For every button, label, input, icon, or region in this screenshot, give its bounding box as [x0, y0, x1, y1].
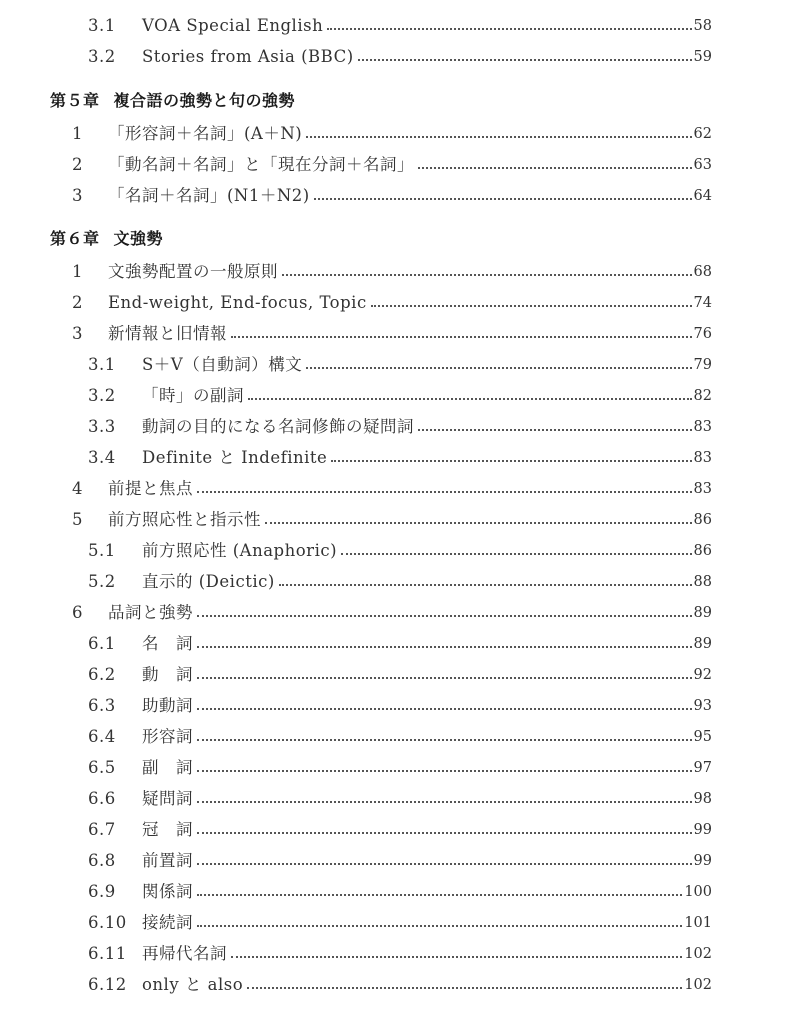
toc-entry-title: 「形容詞＋名詞」(A＋N) — [108, 124, 303, 143]
toc-entry-title: 助動詞 — [142, 696, 193, 715]
chapter-title: 文強勢 — [113, 229, 164, 248]
toc-entry-number: 6 — [72, 603, 83, 622]
toc-entry-page-number: 86 — [693, 543, 712, 559]
toc-entry-number: 4 — [72, 479, 83, 498]
toc-entry-title: 品詞と強勢 — [108, 603, 193, 622]
toc-entry-title: 再帰代名詞 — [142, 944, 227, 963]
toc-entry-page-number: 83 — [693, 481, 712, 497]
toc-entry[interactable] — [88, 562, 712, 592]
toc-entry-number: 2 — [72, 155, 83, 174]
toc-entry-number: 6.8 — [88, 851, 116, 870]
toc-entry-title: 疑問詞 — [142, 789, 193, 808]
dot-leader — [247, 987, 682, 989]
toc-entry-title: 形容詞 — [142, 727, 193, 746]
toc-entry[interactable] — [88, 748, 712, 778]
toc-entry-number: 6.2 — [88, 665, 116, 684]
toc-entry-number: 5.2 — [88, 572, 116, 591]
toc-entry-page-number: 68 — [693, 264, 712, 280]
toc-entry[interactable] — [72, 145, 712, 175]
toc-entry[interactable] — [88, 624, 712, 654]
dot-leader — [358, 59, 692, 61]
toc-entry[interactable] — [88, 345, 712, 375]
dot-leader — [418, 167, 692, 169]
toc-entry-title: 冠 詞 — [142, 820, 193, 839]
toc-entry-page-number: 97 — [693, 760, 712, 776]
toc-entry-title: 前方照応性 (Anaphoric) — [142, 541, 338, 560]
dot-leader — [327, 28, 691, 30]
chapter-title: 複合語の強勢と句の強勢 — [113, 91, 296, 110]
toc-entry-page-number: 79 — [693, 357, 712, 373]
toc-entry-page-number: 89 — [693, 636, 712, 652]
dot-leader — [197, 863, 692, 865]
toc-entry-page-number: 64 — [693, 188, 712, 204]
toc-entry-title: Definite と Indefinite — [142, 448, 328, 467]
dot-leader — [231, 336, 692, 338]
toc-entry-number: 6.5 — [88, 758, 116, 777]
toc-entry-title: 前置詞 — [142, 851, 193, 870]
toc-entry[interactable] — [88, 965, 712, 995]
toc-entry-number: 5.1 — [88, 541, 116, 560]
toc-entry-number: 3.2 — [88, 386, 116, 405]
toc-entry-page-number: 62 — [693, 126, 712, 142]
toc-entry-page-number: 89 — [693, 605, 712, 621]
dot-leader — [197, 894, 682, 896]
toc-entry-title: 前提と焦点 — [108, 479, 193, 498]
toc-entry-page-number: 83 — [693, 450, 712, 466]
toc-entry-title: 文強勢配置の一般原則 — [108, 262, 278, 281]
toc-entry-title: 前方照応性と指示性 — [108, 510, 261, 529]
toc-entry-number: 3.3 — [88, 417, 116, 436]
toc-entry[interactable] — [88, 841, 712, 871]
dot-leader — [197, 615, 692, 617]
toc-entry-title: 直示的 (Deictic) — [142, 572, 275, 591]
toc-entry-title: 「時」の副詞 — [142, 386, 244, 405]
toc-entry-page-number: 83 — [693, 419, 712, 435]
toc-entry-page-number: 76 — [693, 326, 712, 342]
toc-entry[interactable] — [88, 655, 712, 685]
toc-entry-number: 3 — [72, 186, 83, 205]
dot-leader — [279, 584, 692, 586]
chapter-number: 第６章 — [50, 229, 100, 248]
toc-entry-page-number: 99 — [693, 822, 712, 838]
toc-entry-number: 1 — [72, 124, 83, 143]
dot-leader — [197, 739, 692, 741]
toc-entry-title: End-weight, End-focus, Topic — [108, 293, 367, 312]
toc-entry[interactable] — [88, 810, 712, 840]
toc-entry-number: 1 — [72, 262, 83, 281]
toc-entry-title: 「名詞＋名詞」(N1＋N2) — [108, 186, 310, 205]
chapter-number: 第５章 — [50, 91, 100, 110]
dot-leader — [282, 274, 692, 276]
toc-entry-title: 新情報と旧情報 — [108, 324, 227, 343]
dot-leader — [331, 460, 691, 462]
toc-entry[interactable] — [88, 407, 712, 437]
toc-entry[interactable] — [88, 686, 712, 716]
toc-entry[interactable] — [72, 469, 712, 499]
toc-entry[interactable] — [88, 779, 712, 809]
dot-leader — [197, 801, 692, 803]
dot-leader — [197, 708, 692, 710]
dot-leader — [197, 832, 692, 834]
toc-entry[interactable] — [72, 114, 712, 144]
toc-entry-number: 6.12 — [88, 975, 127, 994]
dot-leader — [306, 367, 691, 369]
toc-entry[interactable] — [88, 934, 712, 964]
dot-leader — [197, 491, 692, 493]
dot-leader — [418, 429, 692, 431]
toc-entry-page-number: 93 — [693, 698, 712, 714]
toc-entry[interactable] — [88, 376, 712, 406]
dot-leader — [306, 136, 691, 138]
toc-entry-page-number: 82 — [693, 388, 712, 404]
toc-entry-title: 名 詞 — [142, 634, 193, 653]
toc-entry-title: 接続詞 — [142, 913, 193, 932]
toc-entry[interactable] — [72, 176, 712, 206]
dot-leader — [197, 677, 692, 679]
toc-entry[interactable] — [88, 6, 712, 36]
toc-entry-page-number: 59 — [693, 49, 712, 65]
toc-entry-title: 動詞の目的になる名詞修飾の疑問詞 — [142, 417, 414, 436]
toc-entry-title: 副 詞 — [142, 758, 193, 777]
toc-entry[interactable] — [88, 717, 712, 747]
toc-entry-number: 2 — [72, 293, 83, 312]
toc-entry-number: 6.3 — [88, 696, 116, 715]
toc-entry-title: only と also — [142, 975, 244, 994]
toc-entry-number: 3.1 — [88, 355, 116, 374]
toc-entry-page-number: 88 — [693, 574, 712, 590]
toc-entry-page-number: 63 — [693, 157, 712, 173]
toc-entry-page-number: 101 — [684, 915, 712, 931]
toc-entry[interactable] — [88, 903, 712, 933]
dot-leader — [265, 522, 692, 524]
toc-entry-number: 6.7 — [88, 820, 116, 839]
toc-entry-title: 関係詞 — [142, 882, 193, 901]
toc-entry-page-number: 92 — [693, 667, 712, 683]
toc-entry[interactable] — [88, 531, 712, 561]
toc-entry-page-number: 86 — [693, 512, 712, 528]
toc-entry[interactable] — [88, 872, 712, 902]
chapter-heading — [50, 88, 295, 114]
toc-entry[interactable] — [88, 37, 712, 67]
dot-leader — [314, 198, 692, 200]
toc-entry-number: 6.9 — [88, 882, 116, 901]
dot-leader — [341, 553, 692, 555]
toc-entry-title: 「動名詞＋名詞」と「現在分詞＋名詞」 — [108, 155, 414, 174]
toc-entry-number: 6.11 — [88, 944, 127, 963]
toc-entry-number: 6.4 — [88, 727, 116, 746]
toc-entry-number: 6.10 — [88, 913, 127, 932]
toc-entry-title: 動 詞 — [142, 665, 193, 684]
toc-entry-page-number: 102 — [684, 946, 712, 962]
toc-entry-page-number: 99 — [693, 853, 712, 869]
toc-entry[interactable] — [72, 593, 712, 623]
toc-entry-number: 5 — [72, 510, 83, 529]
toc-entry[interactable] — [72, 283, 712, 313]
dot-leader — [197, 646, 692, 648]
toc-entry-page-number: 74 — [693, 295, 712, 311]
toc-entry-page-number: 58 — [693, 18, 712, 34]
toc-entry-number: 3.4 — [88, 448, 116, 467]
dot-leader — [248, 398, 692, 400]
chapter-heading — [50, 226, 163, 252]
toc-entry[interactable] — [88, 438, 712, 468]
dot-leader — [371, 305, 692, 307]
toc-entry-number: 6.6 — [88, 789, 116, 808]
toc-entry-title: S＋V（自動詞）構文 — [142, 355, 303, 374]
toc-entry-page-number: 100 — [684, 884, 712, 900]
toc-entry-page-number: 95 — [693, 729, 712, 745]
toc-entry-page-number: 98 — [693, 791, 712, 807]
toc-entry-number: 6.1 — [88, 634, 116, 653]
toc-entry-title: VOA Special English — [142, 16, 324, 35]
toc-entry[interactable] — [72, 252, 712, 282]
toc-entry[interactable] — [72, 314, 712, 344]
toc-entry-title: Stories from Asia (BBC) — [142, 47, 354, 66]
dot-leader — [231, 956, 682, 958]
toc-entry-number: 3.2 — [88, 47, 116, 66]
dot-leader — [197, 925, 682, 927]
toc-entry-number: 3.1 — [88, 16, 116, 35]
toc-entry-page-number: 102 — [684, 977, 712, 993]
toc-entry[interactable] — [72, 500, 712, 530]
dot-leader — [197, 770, 692, 772]
toc-entry-number: 3 — [72, 324, 83, 343]
